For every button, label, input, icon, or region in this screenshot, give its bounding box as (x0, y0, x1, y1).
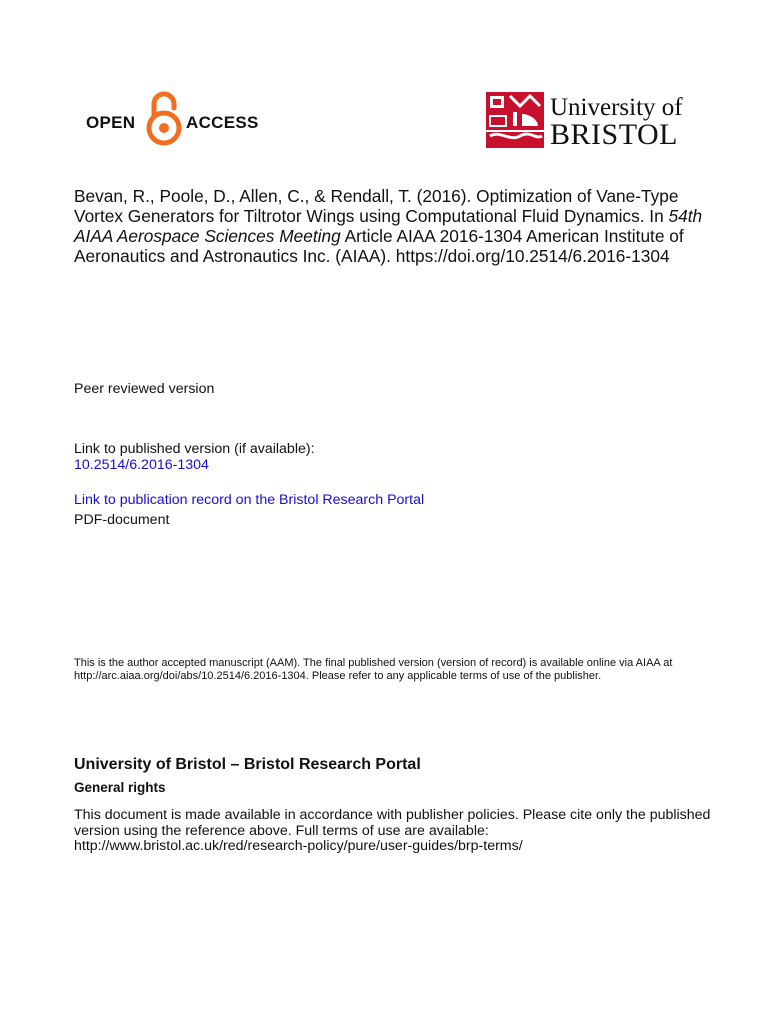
bristol-crest-icon (486, 92, 544, 148)
university-of-bristol-logo (486, 90, 686, 152)
citation-part1: Bevan, R., Poole, D., Allen, C., & Rendall, T. (2016). Optimization of Vane-Type Vortex Generators for Tiltrotor Wings using Computational Fluid Dynamics. In (74, 186, 679, 226)
portal-record-link[interactable]: Link to publication record on the Bristol Research Portal (74, 492, 425, 508)
published-link-label: Link to published version (if available): (74, 441, 315, 457)
document-type: PDF-document (74, 512, 170, 528)
open-access-logo-open-text: OPEN (86, 113, 136, 132)
aam-note: This is the author accepted manuscript (AAM). The final published version (version of record) is available online via AIAA at http://arc.aiaa.org/doi/abs/10.2514/6.2016-1304. Please refer to any applicable terms of use of the publisher. (74, 657, 673, 682)
citation (74, 186, 724, 266)
bristol-logo-line1: University of (550, 94, 683, 121)
open-access-logo (86, 88, 266, 148)
citation-part2: Article AIAA 2016-1304 American Institute of Aeronautics and Astronautics Inc. (AIAA). https://doi.org/10.2514/6.2016-1304 (74, 226, 684, 266)
doi-link[interactable]: 10.2514/6.2016-1304 (74, 457, 209, 473)
general-rights-text: This document is made available in accordance with publisher policies. Please cite only the published version using the reference above. Full terms of use are available: http://www.bristol.ac.uk/red/research-policy/pure/user-guides/brp-terms/ (74, 807, 711, 854)
portal-heading: University of Bristol – Bristol Research Portal (74, 756, 421, 773)
citation-venue: 54th AIAA Aerospace Sciences Meeting (74, 206, 703, 246)
general-rights-heading: General rights (74, 780, 166, 795)
version-label: Peer reviewed version (74, 381, 215, 397)
bristol-logo-line2: BRISTOL (550, 118, 678, 151)
open-access-logo-access-text: ACCESS (186, 113, 259, 132)
open-access-lock-icon (144, 88, 184, 148)
